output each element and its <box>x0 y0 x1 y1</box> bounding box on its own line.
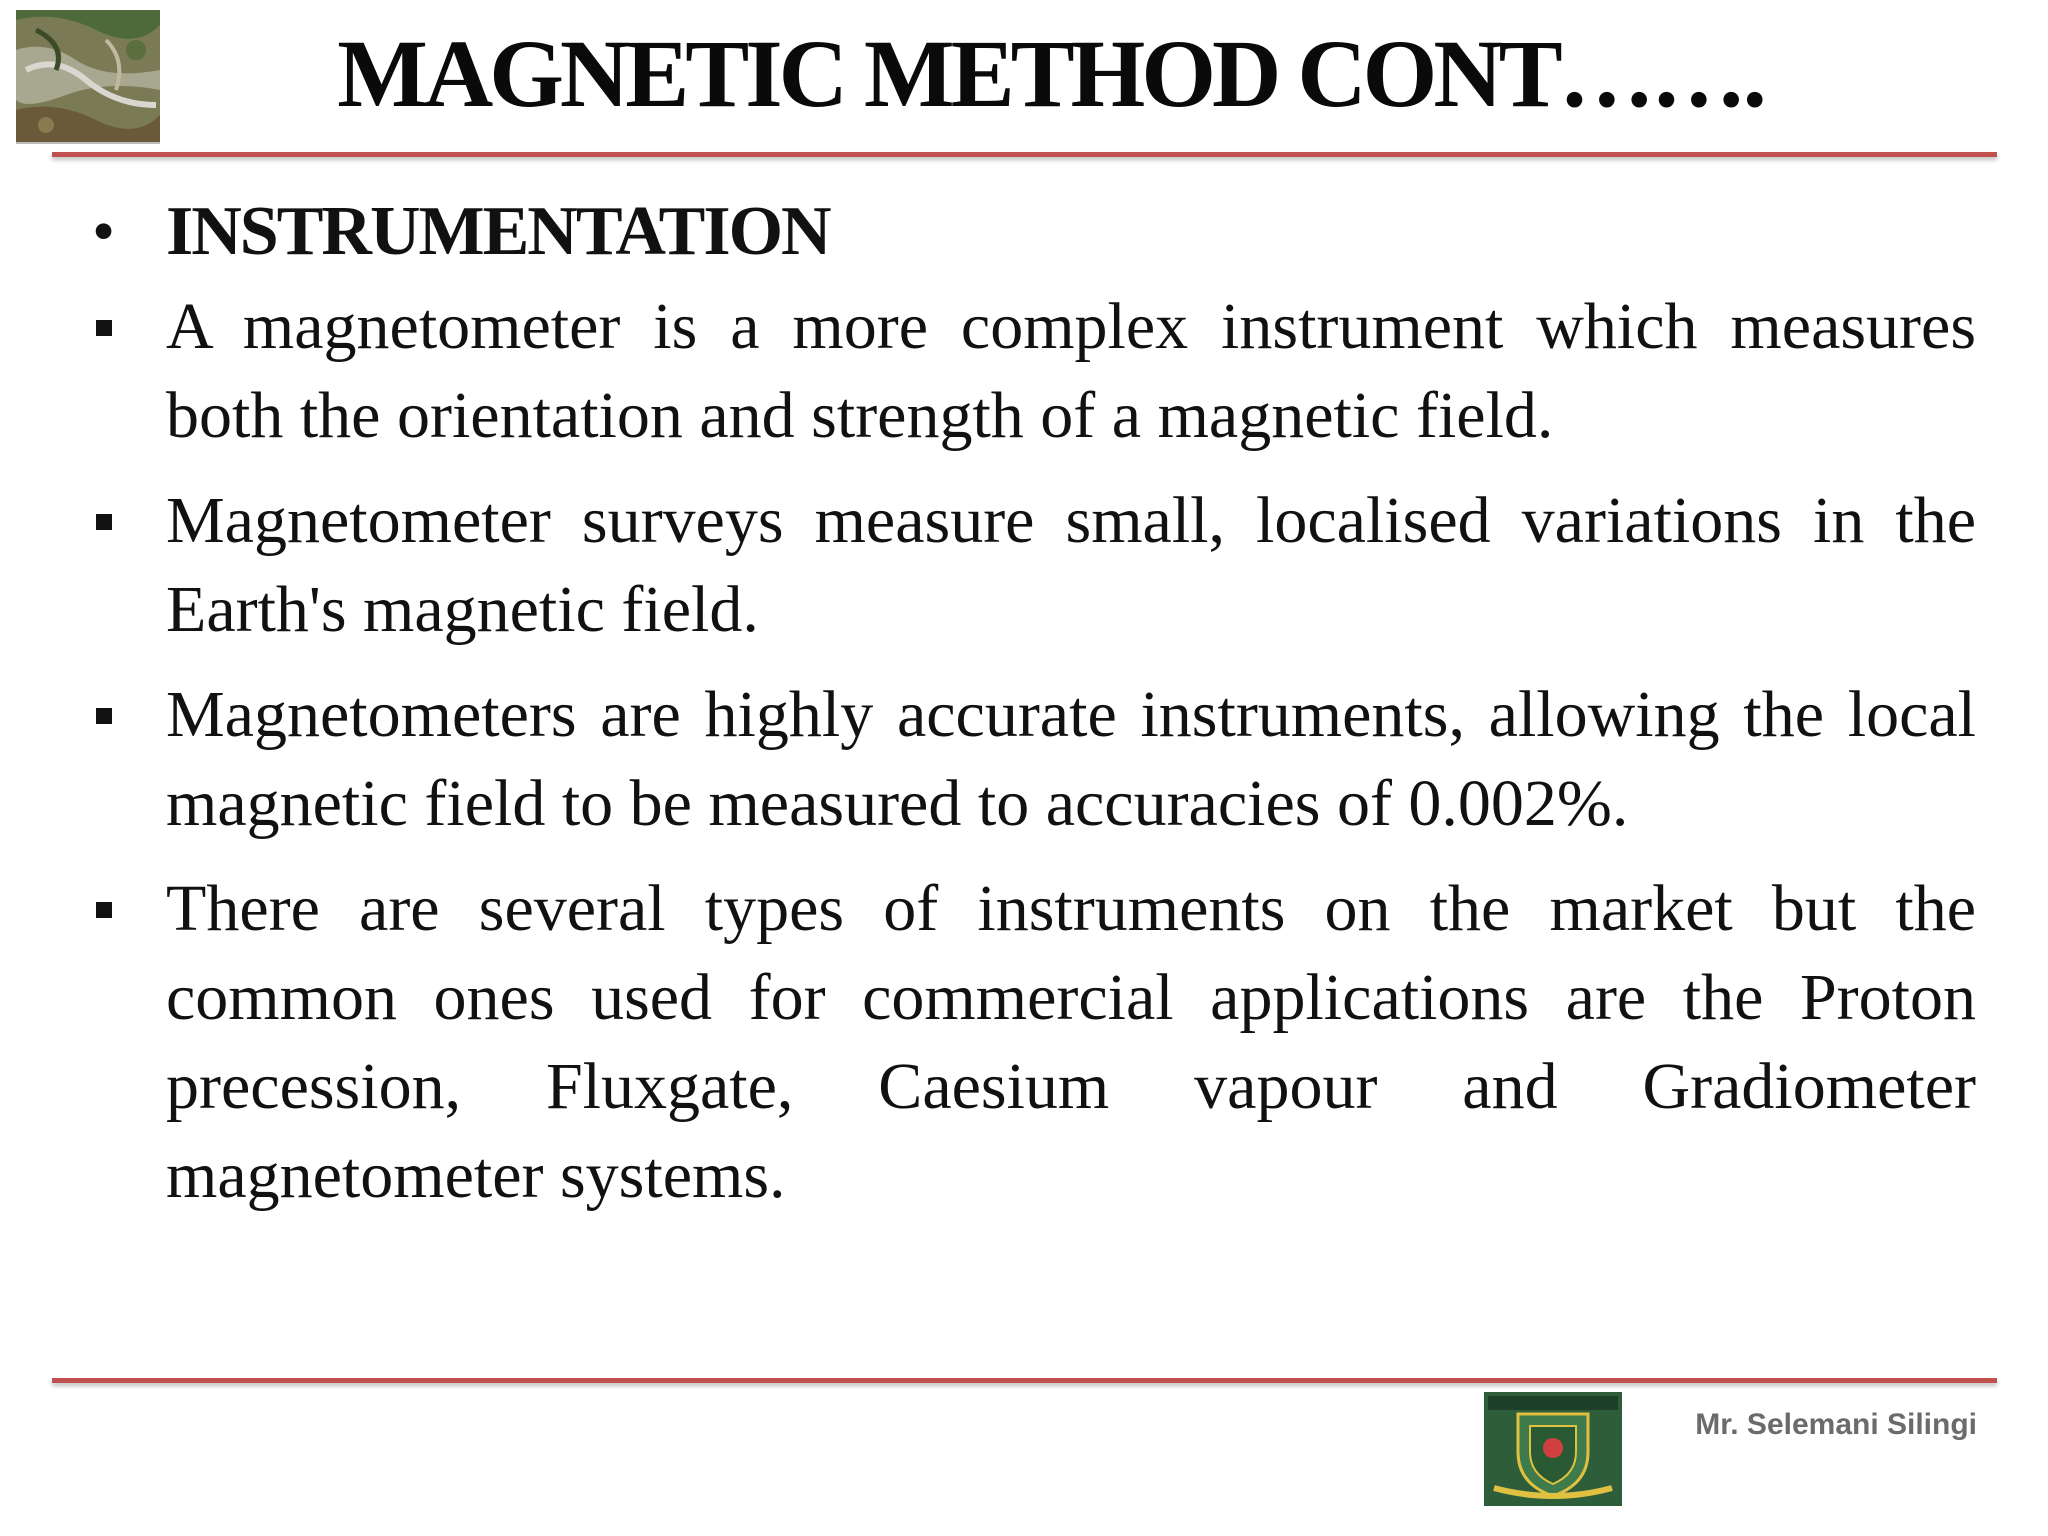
title-divider <box>52 152 1997 157</box>
footer-author: Mr. Selemani Silingi <box>1695 1408 1977 1441</box>
list-item-text: Magnetometers are highly accurate instruments, allowing the local magnetic field to be measured to accuracies of 0.002%. <box>166 678 1976 840</box>
square-bullet-icon <box>96 320 112 336</box>
square-bullet-icon <box>96 708 112 724</box>
footer-divider <box>52 1378 1997 1383</box>
section-heading-row <box>88 186 1976 282</box>
list-item <box>88 282 1976 460</box>
list-item <box>88 670 1976 848</box>
list-item-text: A magnetometer is a more complex instrument which measures both the orientation and strength of a magnetic field. <box>166 290 1976 452</box>
list-item <box>88 476 1976 654</box>
list-item-text: Magnetometer surveys measure small, localised variations in the Earth's magnetic field. <box>166 484 1976 646</box>
heading-bullet: • <box>92 195 116 268</box>
section-heading: INSTRUMENTATION <box>166 193 830 270</box>
slide-title: MAGNETIC METHOD CONT……. <box>337 20 1763 127</box>
list-item-text: There are several types of instruments on the market but the common ones used for commercial applications are the Proton precession, Fluxgate, Caesium vapour and Gradiometer magnetometer systems. <box>166 872 1976 1212</box>
geology-photo-thumbnail <box>16 10 160 144</box>
slide-content <box>88 186 1976 1236</box>
list-item <box>88 864 1976 1220</box>
square-bullet-icon <box>96 514 112 530</box>
square-bullet-icon <box>96 902 112 918</box>
